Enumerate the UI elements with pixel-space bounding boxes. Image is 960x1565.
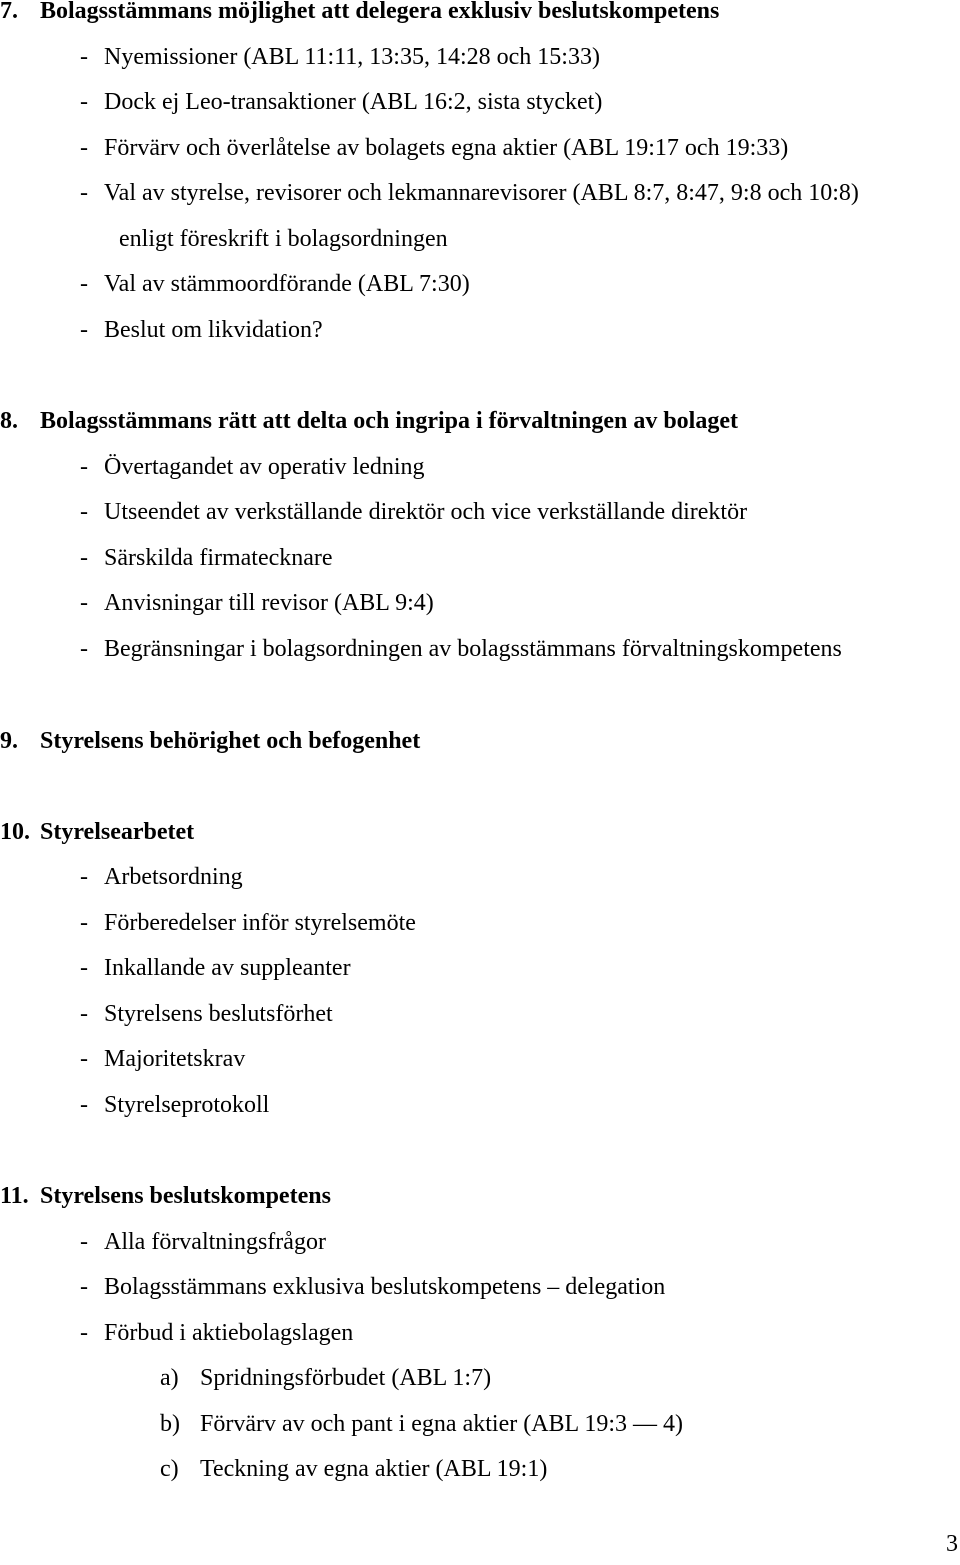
- dash-bullet: -: [80, 180, 88, 206]
- list-item-text: Begränsningar i bolagsordningen av bolagsstämmans förvaltningskompetens: [104, 636, 842, 662]
- list-item-text: Majoritetskrav: [104, 1046, 246, 1072]
- page-number: 3: [946, 1531, 958, 1557]
- list-item-text: Dock ej Leo-transaktioner (ABL 16:2, sista stycket): [104, 89, 603, 115]
- list-item: [80, 909, 416, 937]
- sub-item-text: Spridningsförbudet (ABL 1:7): [200, 1365, 492, 1391]
- sub-item-label: b): [160, 1411, 180, 1437]
- dash-bullet: -: [80, 864, 88, 890]
- list-item: [80, 498, 747, 526]
- list-item: [80, 1000, 333, 1028]
- dash-bullet: -: [80, 271, 88, 297]
- sub-list-item: [160, 1455, 547, 1483]
- dash-bullet: -: [80, 1274, 88, 1300]
- dash-bullet: -: [80, 135, 88, 161]
- section-title: Styrelsens beslutskompetens: [40, 1183, 331, 1209]
- list-item: [80, 1273, 665, 1301]
- section-title: Styrelsearbetet: [40, 819, 195, 845]
- section-heading-8: [0, 407, 738, 435]
- dash-bullet: -: [80, 636, 88, 662]
- list-item: [80, 1091, 269, 1119]
- dash-bullet: -: [80, 1092, 88, 1118]
- sub-list-item: [160, 1410, 683, 1438]
- sub-list-item: [160, 1364, 491, 1392]
- list-item-text: Förbud i aktiebolagslagen: [104, 1320, 354, 1346]
- dash-bullet: -: [80, 44, 88, 70]
- list-item: [80, 43, 600, 71]
- list-item-text: Alla förvaltningsfrågor: [104, 1229, 326, 1255]
- list-item-text: Beslut om likvidation?: [104, 317, 323, 343]
- dash-bullet: -: [80, 910, 88, 936]
- list-item-text: Arbetsordning: [104, 864, 243, 890]
- sub-item-label: a): [160, 1365, 179, 1391]
- list-item-text: Anvisningar till revisor (ABL 9:4): [104, 590, 434, 616]
- section-number: 7.: [0, 0, 18, 24]
- dash-bullet: -: [80, 955, 88, 981]
- list-item-text: Förvärv och överlåtelse av bolagets egna aktier (ABL 19:17 och 19:33): [104, 135, 789, 161]
- section-title: Bolagsstämmans rätt att delta och ingripa i förvaltningen av bolaget: [40, 408, 738, 434]
- list-item: [80, 179, 859, 207]
- dash-bullet: -: [80, 499, 88, 525]
- section-number: 10.: [0, 819, 30, 845]
- list-item-text: Bolagsstämmans exklusiva beslutskompetens – delegation: [104, 1274, 666, 1300]
- dash-bullet: -: [80, 454, 88, 480]
- list-item: [80, 544, 333, 572]
- dash-bullet: -: [80, 545, 88, 571]
- list-item-text: Förberedelser inför styrelsemöte: [104, 910, 416, 936]
- dash-bullet: -: [80, 1001, 88, 1027]
- section-heading-9: [0, 727, 420, 755]
- list-item-text: Styrelseprotokoll: [104, 1092, 270, 1118]
- dash-bullet: -: [80, 317, 88, 343]
- dash-bullet: -: [80, 1229, 88, 1255]
- list-item-text: Nyemissioner (ABL 11:11, 13:35, 14:28 och 15:33): [104, 44, 600, 70]
- list-item-text: Utseendet av verkställande direktör och vice verkställande direktör: [104, 499, 748, 525]
- section-title: Styrelsens behörighet och befogenhet: [40, 728, 421, 754]
- list-item-text: Styrelsens beslutsförhet: [104, 1001, 333, 1027]
- section-number: 9.: [0, 728, 18, 754]
- section-number: 8.: [0, 408, 18, 434]
- list-item-text: enligt föreskrift i bolagsordningen: [119, 226, 448, 252]
- list-item: [80, 88, 602, 116]
- list-item: [80, 316, 323, 344]
- sub-item-label: c): [160, 1456, 179, 1482]
- sub-item-text: Förvärv av och pant i egna aktier (ABL 19:3 — 4): [200, 1411, 683, 1437]
- list-item-text: Val av styrelse, revisorer och lekmannarevisorer (ABL 8:7, 8:47, 9:8 och 10:8): [104, 180, 859, 206]
- list-item: [80, 1045, 245, 1073]
- section-heading-7: [0, 0, 719, 25]
- list-item: [80, 1319, 353, 1347]
- section-number: 11.: [0, 1183, 29, 1209]
- list-item: [80, 635, 842, 663]
- dash-bullet: -: [80, 1046, 88, 1072]
- list-item-text: Särskilda firmatecknare: [104, 545, 333, 571]
- list-item: [80, 134, 788, 162]
- list-item: [80, 270, 470, 298]
- dash-bullet: -: [80, 89, 88, 115]
- list-item-text: Inkallande av suppleanter: [104, 955, 351, 981]
- list-item-text: Övertagandet av operativ ledning: [104, 454, 425, 480]
- list-item-continuation: [119, 225, 448, 253]
- section-title: Bolagsstämmans möjlighet att delegera exklusiv beslutskompetens: [40, 0, 720, 24]
- list-item: [80, 954, 351, 982]
- list-item-text: Val av stämmoordförande (ABL 7:30): [104, 271, 470, 297]
- list-item: [80, 453, 425, 481]
- section-heading-11: [0, 1182, 331, 1210]
- sub-item-text: Teckning av egna aktier (ABL 19:1): [200, 1456, 548, 1482]
- list-item: [80, 589, 434, 617]
- dash-bullet: -: [80, 590, 88, 616]
- dash-bullet: -: [80, 1320, 88, 1346]
- list-item: [80, 863, 243, 891]
- list-item: [80, 1228, 326, 1256]
- section-heading-10: [0, 818, 194, 846]
